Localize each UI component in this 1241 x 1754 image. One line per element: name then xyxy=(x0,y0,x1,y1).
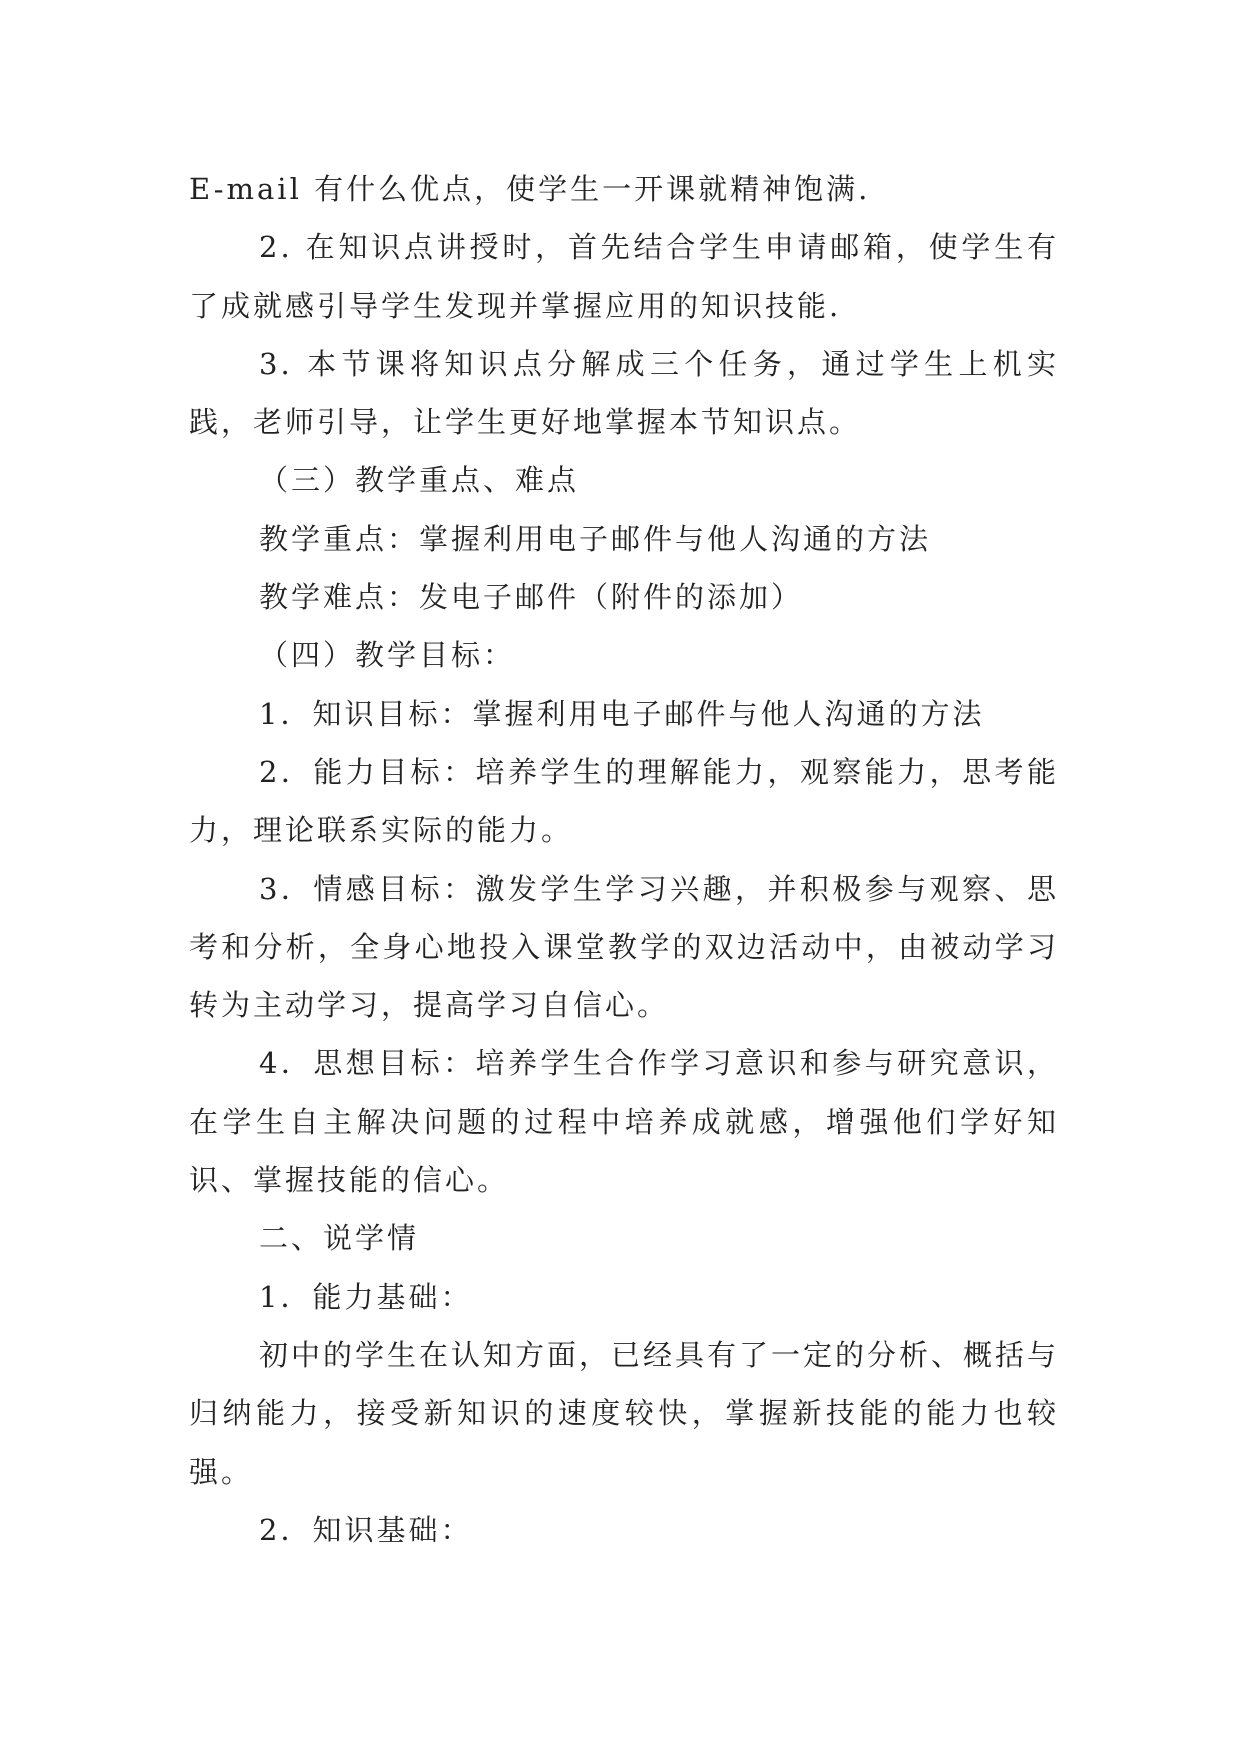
paragraph: E-mail 有什么优点，使学生一开课就精神饱满. xyxy=(189,172,871,206)
paragraph: 2．能力目标：培养学生的理解能力，观察能力，思考能力，理论联系实际的能力。 xyxy=(189,754,1059,848)
paragraph: 初中的学生在认知方面，已经具有了一定的分析、概括与归纳能力，接受新知识的速度较快，掌握新技能的能力也较强。 xyxy=(189,1337,1060,1489)
subsection-heading: 2．知识基础： xyxy=(259,1512,473,1547)
section-heading: 二、说学情 xyxy=(259,1221,420,1256)
document-page xyxy=(189,160,1059,1559)
paragraph: 教学难点：发电子邮件（附件的添加） xyxy=(259,580,804,615)
paragraph: 1．知识目标：掌握利用电子邮件与他人沟通的方法 xyxy=(259,696,985,731)
section-heading: （四）教学目标： xyxy=(259,638,516,673)
paragraph: 教学重点：掌握利用电子邮件与他人沟通的方法 xyxy=(259,521,932,556)
subsection-heading: 1．能力基础： xyxy=(259,1279,473,1314)
paragraph: 4．思想目标：培养学生合作学习意识和参与研究意识，在学生自主解决问题的过程中培养成就感，增强他们学好知识、掌握技能的信心。 xyxy=(189,1046,1059,1198)
section-heading: （三）教学重点、难点 xyxy=(259,463,580,498)
paragraph: 3．情感目标：激发学生学习兴趣，并积极参与观察、思考和分析，全身心地投入课堂教学的双边活动中，由被动学习转为主动学习，提高学习自信心。 xyxy=(189,871,1059,1023)
paragraph: 3. 本节课将知识点分解成三个任务，通过学生上机实践，老师引导，让学生更好地掌握本节知识点。 xyxy=(189,346,1059,440)
paragraph: 2. 在知识点讲授时，首先结合学生申请邮箱，使学生有了成就感引导学生发现并掌握应用的知识技能. xyxy=(189,230,1059,323)
